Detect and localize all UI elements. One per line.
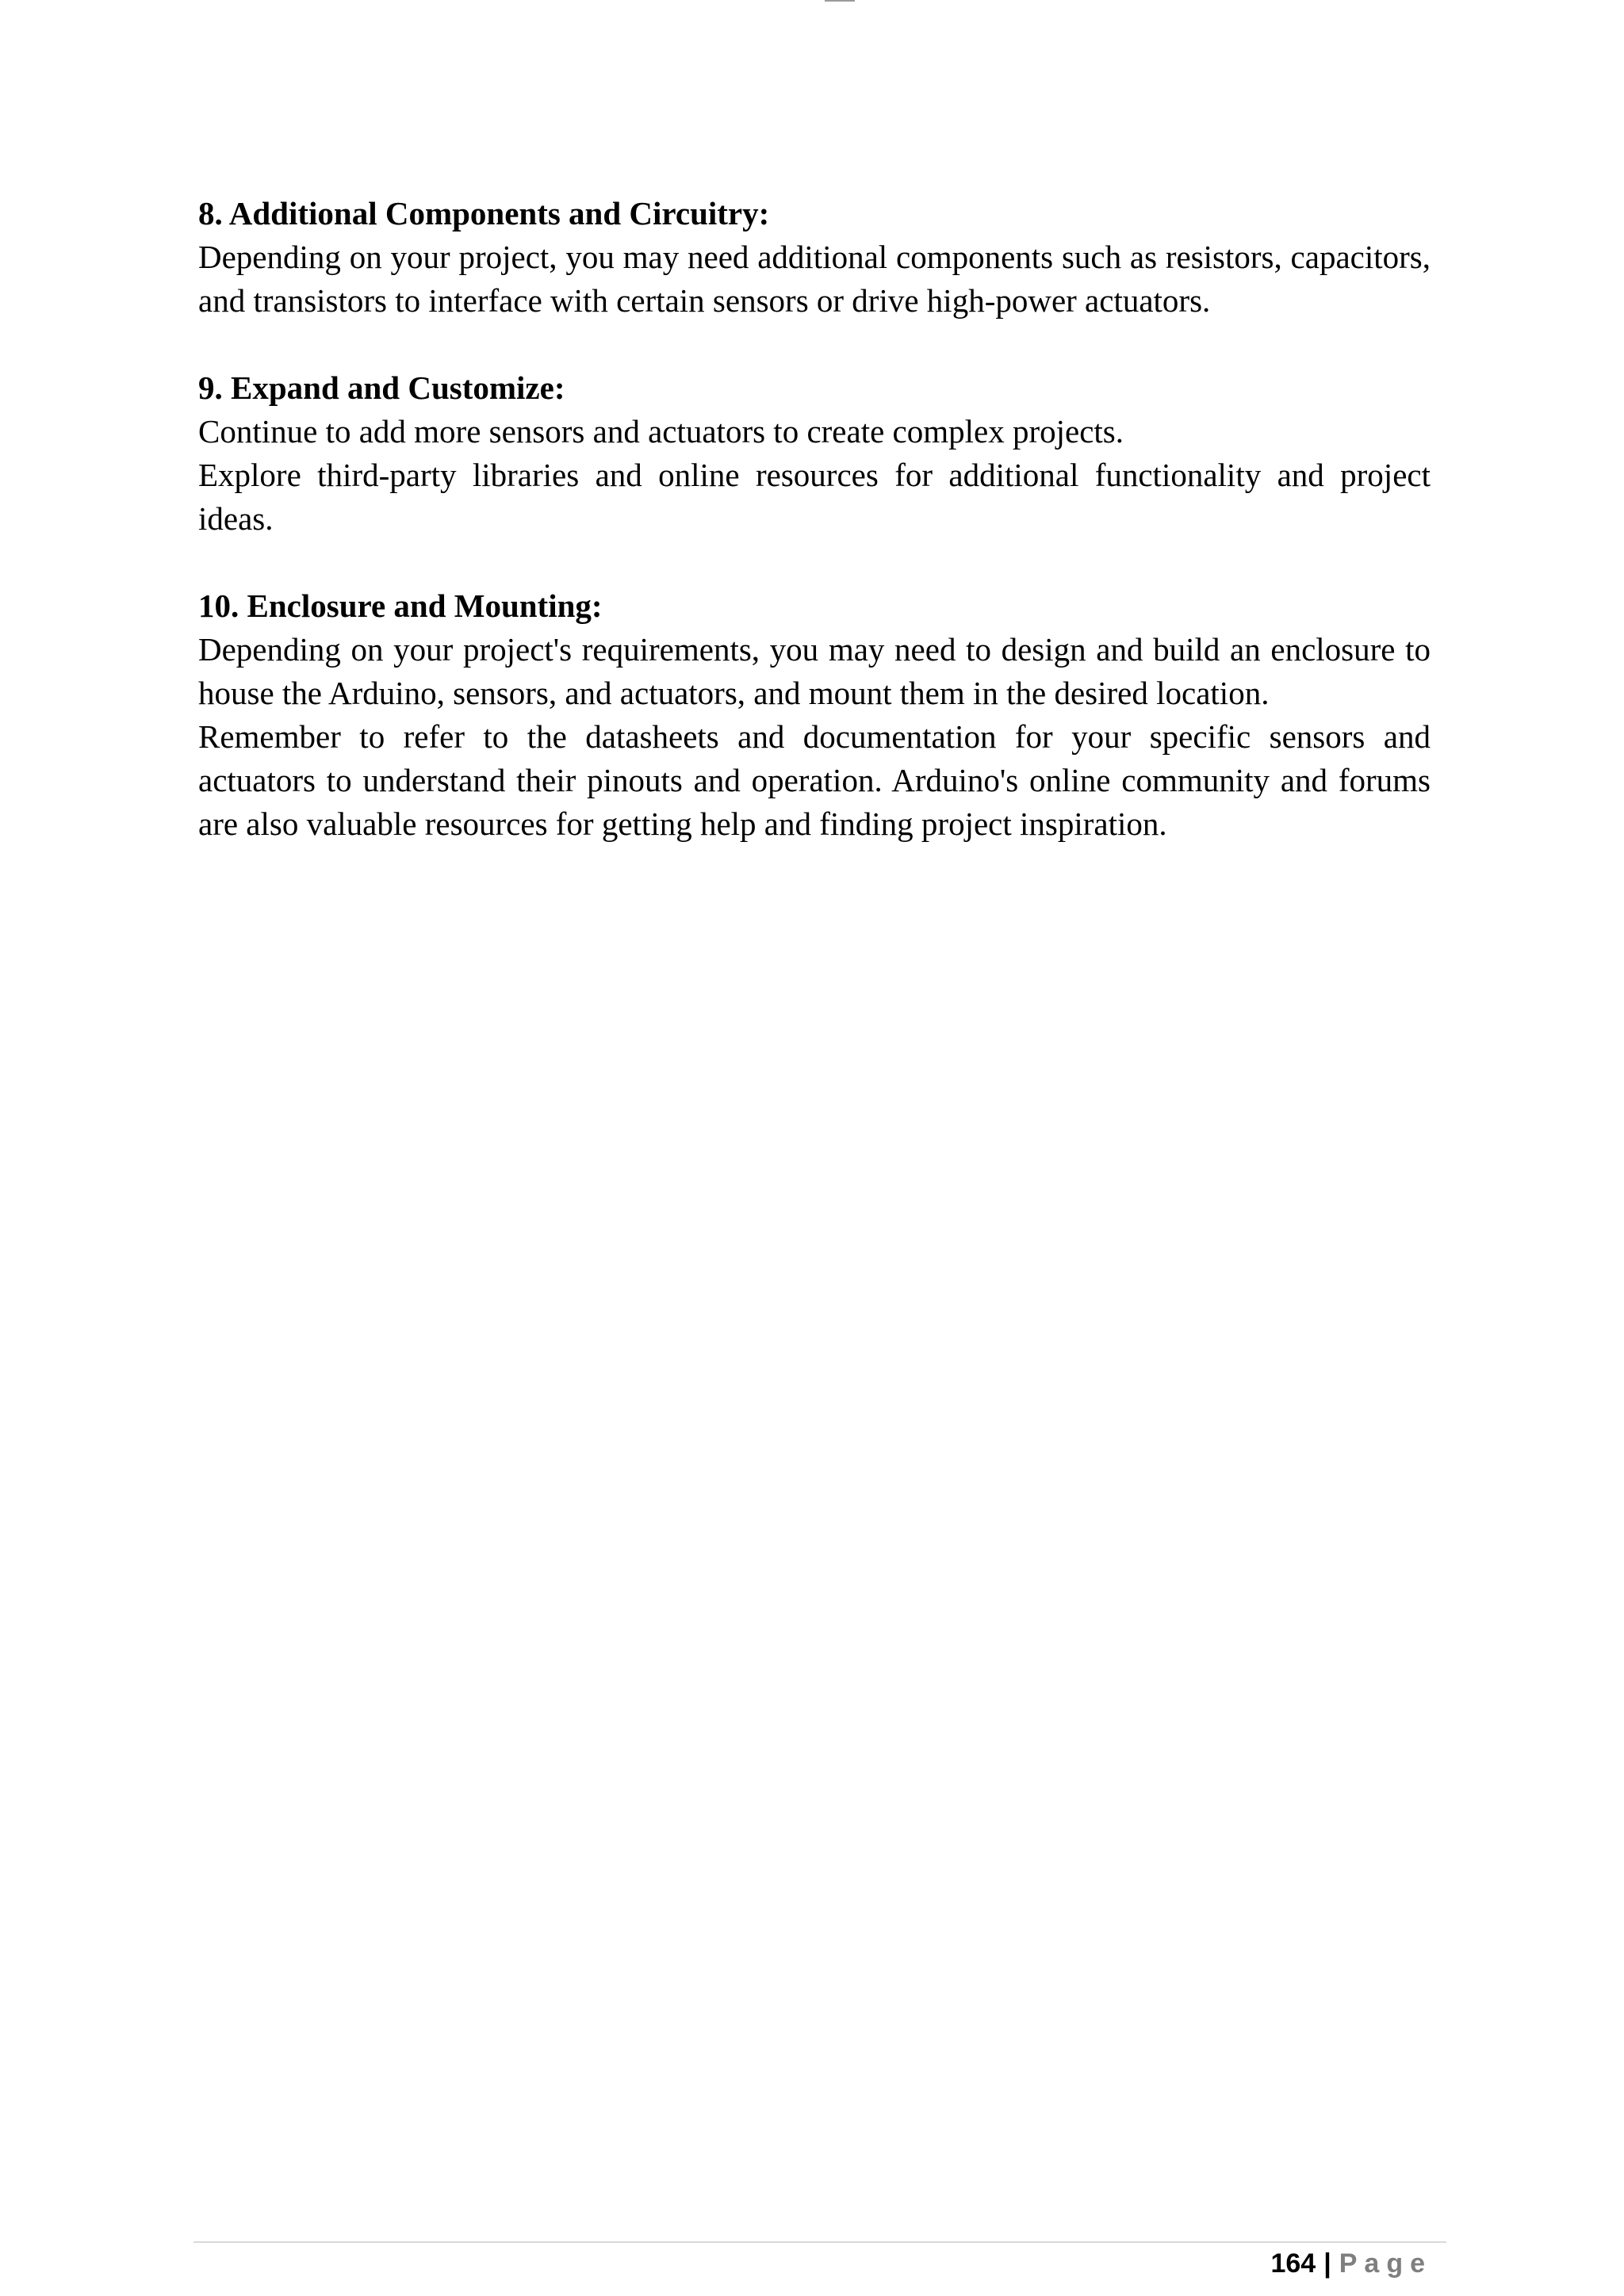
section-heading: 10. Enclosure and Mounting:: [198, 587, 603, 624]
footer-divider: [193, 2241, 1446, 2243]
section-paragraph: Continue to add more sensors and actuators to create complex projects.: [198, 413, 1124, 450]
section-paragraph: Remember to refer to the datasheets and documentation for your specific sensors and actuators to understand their pinouts and operation. Arduino's online community and forums are also valuable resources for getting help and finding project inspiration.: [198, 718, 1431, 842]
page-number: 164: [1270, 2248, 1316, 2279]
section-paragraph: Depending on your project, you may need additional components such as resistors, capacitors, and transistors to interface with certain sensors or drive high-power actuators.: [198, 239, 1431, 319]
section-enclosure-mounting: [198, 584, 1431, 846]
footer-separator: |: [1323, 2248, 1331, 2279]
document-body: [198, 192, 1431, 890]
section-paragraph: Explore third-party libraries and online resources for additional functionality and project ideas.: [198, 457, 1431, 537]
page-label: Page: [1339, 2248, 1432, 2279]
page-footer: [1270, 2246, 1432, 2281]
section-heading: 8. Additional Components and Circuitry:: [198, 195, 770, 232]
section-additional-components: [198, 192, 1431, 323]
section-expand-customize: [198, 366, 1431, 541]
section-paragraph: Depending on your project's requirements, you may need to design and build an enclosure to house the Arduino, sensors, and actuators, and mount them in the desired location.: [198, 631, 1431, 711]
section-heading: 9. Expand and Customize:: [198, 369, 565, 406]
header-mark: [825, 0, 855, 2]
